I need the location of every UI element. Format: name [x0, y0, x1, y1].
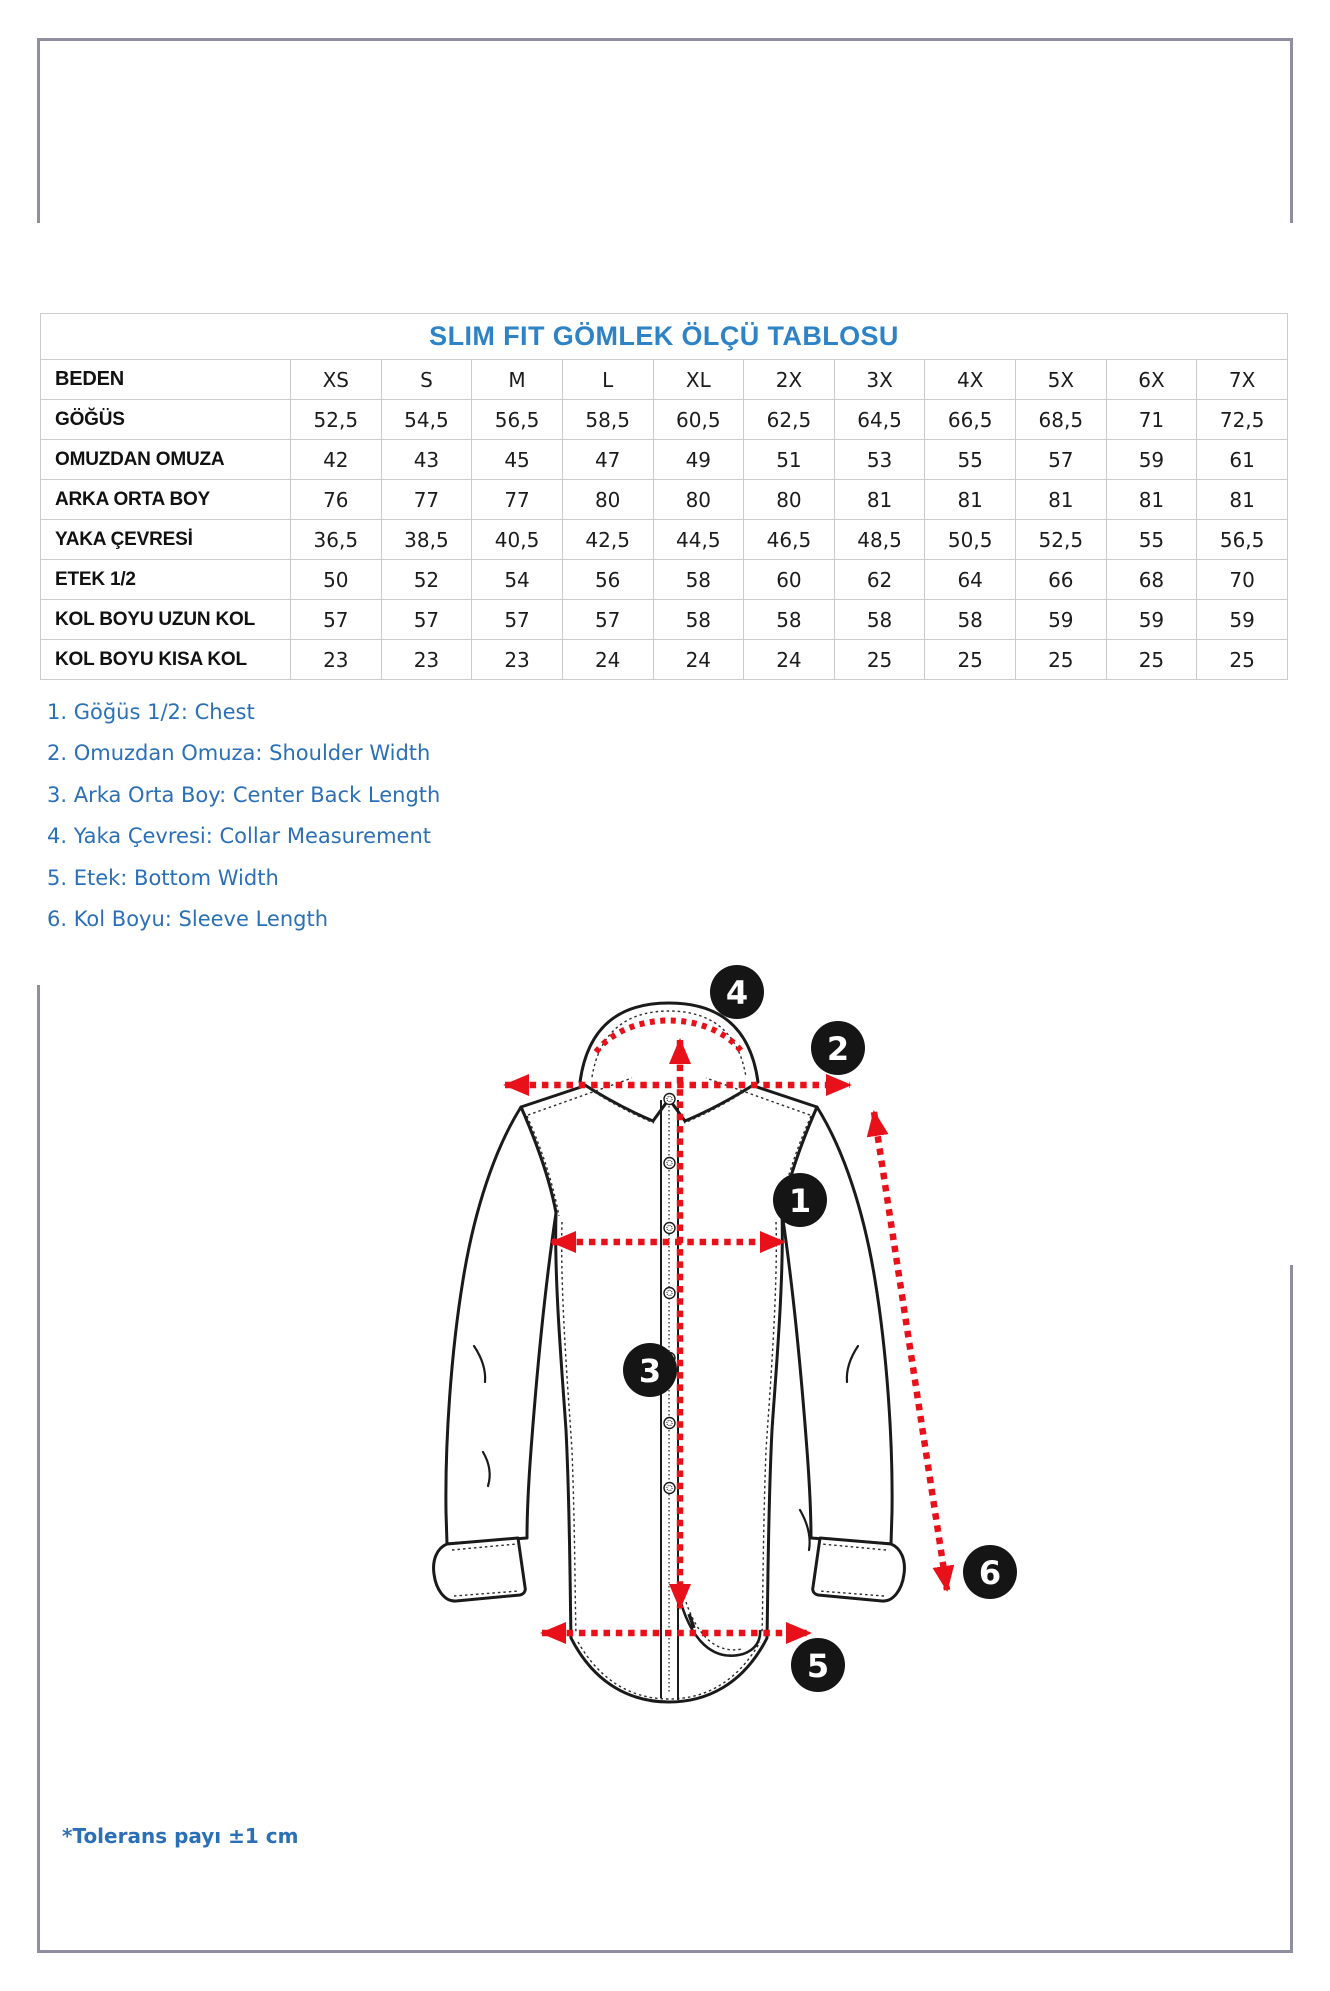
size-value-cell: 51 [744, 440, 835, 480]
size-table [40, 313, 1288, 680]
size-value-cell: 72,5 [1197, 400, 1288, 440]
size-value-cell: 23 [472, 640, 563, 680]
size-value-cell: 81 [925, 480, 1016, 520]
size-value-cell: 52,5 [1016, 520, 1107, 560]
size-value-cell: 52 [381, 560, 472, 600]
size-value-cell: 57 [381, 600, 472, 640]
header-label: BEDEN [41, 360, 291, 400]
size-value-cell: 47 [562, 440, 653, 480]
table-row [41, 600, 1288, 640]
size-value-cell: 55 [1106, 520, 1197, 560]
size-value-cell: 46,5 [744, 520, 835, 560]
size-value-cell: 57 [472, 600, 563, 640]
size-value-cell: 24 [562, 640, 653, 680]
size-column-header: L [562, 360, 653, 400]
size-value-cell: 23 [291, 640, 382, 680]
table-row [41, 640, 1288, 680]
legend-item: 2. Omuzdan Omuza: Shoulder Width [47, 741, 431, 766]
size-column-header: XS [291, 360, 382, 400]
size-value-cell: 58 [653, 600, 744, 640]
size-value-cell: 36,5 [291, 520, 382, 560]
size-value-cell: 70 [1197, 560, 1288, 600]
size-column-header: 6X [1106, 360, 1197, 400]
size-value-cell: 66 [1016, 560, 1107, 600]
frame-left-top [37, 38, 40, 223]
size-value-cell: 25 [1197, 640, 1288, 680]
svg-text:1: 1 [788, 1182, 812, 1220]
legend [47, 691, 440, 940]
size-value-cell: 42,5 [562, 520, 653, 560]
size-value-cell: 44,5 [653, 520, 744, 560]
size-value-cell: 24 [744, 640, 835, 680]
table-row [41, 560, 1288, 600]
marker-1 [773, 1173, 827, 1227]
size-value-cell: 64 [925, 560, 1016, 600]
size-value-cell: 52,5 [291, 400, 382, 440]
size-value-cell: 60,5 [653, 400, 744, 440]
marker-3 [623, 1343, 677, 1397]
size-value-cell: 54,5 [381, 400, 472, 440]
shirt-measurement-diagram [240, 950, 1100, 1720]
size-value-cell: 25 [834, 640, 925, 680]
size-value-cell: 54 [472, 560, 563, 600]
size-column-header: S [381, 360, 472, 400]
size-value-cell: 23 [381, 640, 472, 680]
size-column-header: XL [653, 360, 744, 400]
svg-text:3: 3 [638, 1352, 662, 1390]
size-column-header: 5X [1016, 360, 1107, 400]
size-column-header: 3X [834, 360, 925, 400]
size-value-cell: 81 [1197, 480, 1288, 520]
row-label: OMUZDAN OMUZA [41, 440, 291, 480]
legend-item: 4. Yaka Çevresi: Collar Measurement [47, 824, 432, 849]
size-table-section [40, 313, 1288, 680]
row-label: ARKA ORTA BOY [41, 480, 291, 520]
size-value-cell: 56,5 [1197, 520, 1288, 560]
size-value-cell: 25 [1016, 640, 1107, 680]
size-value-cell: 62 [834, 560, 925, 600]
size-value-cell: 56 [562, 560, 653, 600]
size-value-cell: 59 [1016, 600, 1107, 640]
size-column-header: 2X [744, 360, 835, 400]
table-row [41, 480, 1288, 520]
size-value-cell: 77 [472, 480, 563, 520]
size-value-cell: 43 [381, 440, 472, 480]
legend-item: 1. Göğüs 1/2: Chest [47, 699, 255, 724]
size-column-header: M [472, 360, 563, 400]
frame-left-long [37, 985, 40, 1953]
size-column-header: 7X [1197, 360, 1288, 400]
size-column-header: 4X [925, 360, 1016, 400]
size-value-cell: 53 [834, 440, 925, 480]
svg-text:2: 2 [826, 1030, 850, 1068]
size-value-cell: 57 [1016, 440, 1107, 480]
legend-item: 6. Kol Boyu: Sleeve Length [47, 907, 328, 932]
size-value-cell: 25 [1106, 640, 1197, 680]
size-value-cell: 57 [562, 600, 653, 640]
size-value-cell: 80 [653, 480, 744, 520]
marker-4 [710, 965, 764, 1019]
size-value-cell: 71 [1106, 400, 1197, 440]
row-label: ETEK 1/2 [41, 560, 291, 600]
legend-item: 3. Arka Orta Boy: Center Back Length [47, 782, 441, 807]
size-value-cell: 60 [744, 560, 835, 600]
size-value-cell: 66,5 [925, 400, 1016, 440]
table-row [41, 440, 1288, 480]
size-value-cell: 58 [744, 600, 835, 640]
size-value-cell: 59 [1197, 600, 1288, 640]
size-value-cell: 57 [291, 600, 382, 640]
size-value-cell: 80 [744, 480, 835, 520]
size-value-cell: 42 [291, 440, 382, 480]
table-title-row [41, 314, 1288, 360]
tolerance-note: *Tolerans payı ±1 cm [62, 1824, 299, 1848]
frame-right-long [1290, 1265, 1293, 1953]
row-label: KOL BOYU UZUN KOL [41, 600, 291, 640]
size-value-cell: 68,5 [1016, 400, 1107, 440]
row-label: GÖĞÜS [41, 400, 291, 440]
size-value-cell: 56,5 [472, 400, 563, 440]
svg-text:6: 6 [978, 1554, 1002, 1592]
size-value-cell: 49 [653, 440, 744, 480]
frame-bottom-line [37, 1950, 1293, 1953]
size-value-cell: 24 [653, 640, 744, 680]
table-header-row [41, 360, 1288, 400]
size-value-cell: 61 [1197, 440, 1288, 480]
size-value-cell: 59 [1106, 600, 1197, 640]
marker-6 [963, 1545, 1017, 1599]
size-value-cell: 81 [834, 480, 925, 520]
frame-right-top [1290, 38, 1293, 223]
size-value-cell: 48,5 [834, 520, 925, 560]
legend-item: 5. Etek: Bottom Width [47, 865, 279, 890]
marker-2 [811, 1021, 865, 1075]
row-label: KOL BOYU KISA KOL [41, 640, 291, 680]
table-row [41, 520, 1288, 560]
size-value-cell: 59 [1106, 440, 1197, 480]
size-value-cell: 50 [291, 560, 382, 600]
size-value-cell: 81 [1106, 480, 1197, 520]
svg-text:5: 5 [806, 1647, 830, 1685]
frame-top-line [37, 38, 1293, 41]
size-value-cell: 80 [562, 480, 653, 520]
row-label: YAKA ÇEVRESİ [41, 520, 291, 560]
size-value-cell: 81 [1016, 480, 1107, 520]
size-value-cell: 62,5 [744, 400, 835, 440]
size-value-cell: 68 [1106, 560, 1197, 600]
size-value-cell: 38,5 [381, 520, 472, 560]
svg-text:4: 4 [725, 974, 749, 1012]
marker-5 [791, 1638, 845, 1692]
size-value-cell: 58 [653, 560, 744, 600]
size-value-cell: 64,5 [834, 400, 925, 440]
table-title: SLIM FIT GÖMLEK ÖLÇÜ TABLOSU [41, 314, 1288, 360]
size-value-cell: 25 [925, 640, 1016, 680]
size-value-cell: 76 [291, 480, 382, 520]
size-value-cell: 58,5 [562, 400, 653, 440]
size-value-cell: 58 [834, 600, 925, 640]
table-row [41, 400, 1288, 440]
size-value-cell: 40,5 [472, 520, 563, 560]
size-value-cell: 55 [925, 440, 1016, 480]
size-value-cell: 58 [925, 600, 1016, 640]
size-value-cell: 50,5 [925, 520, 1016, 560]
size-value-cell: 77 [381, 480, 472, 520]
size-value-cell: 45 [472, 440, 563, 480]
